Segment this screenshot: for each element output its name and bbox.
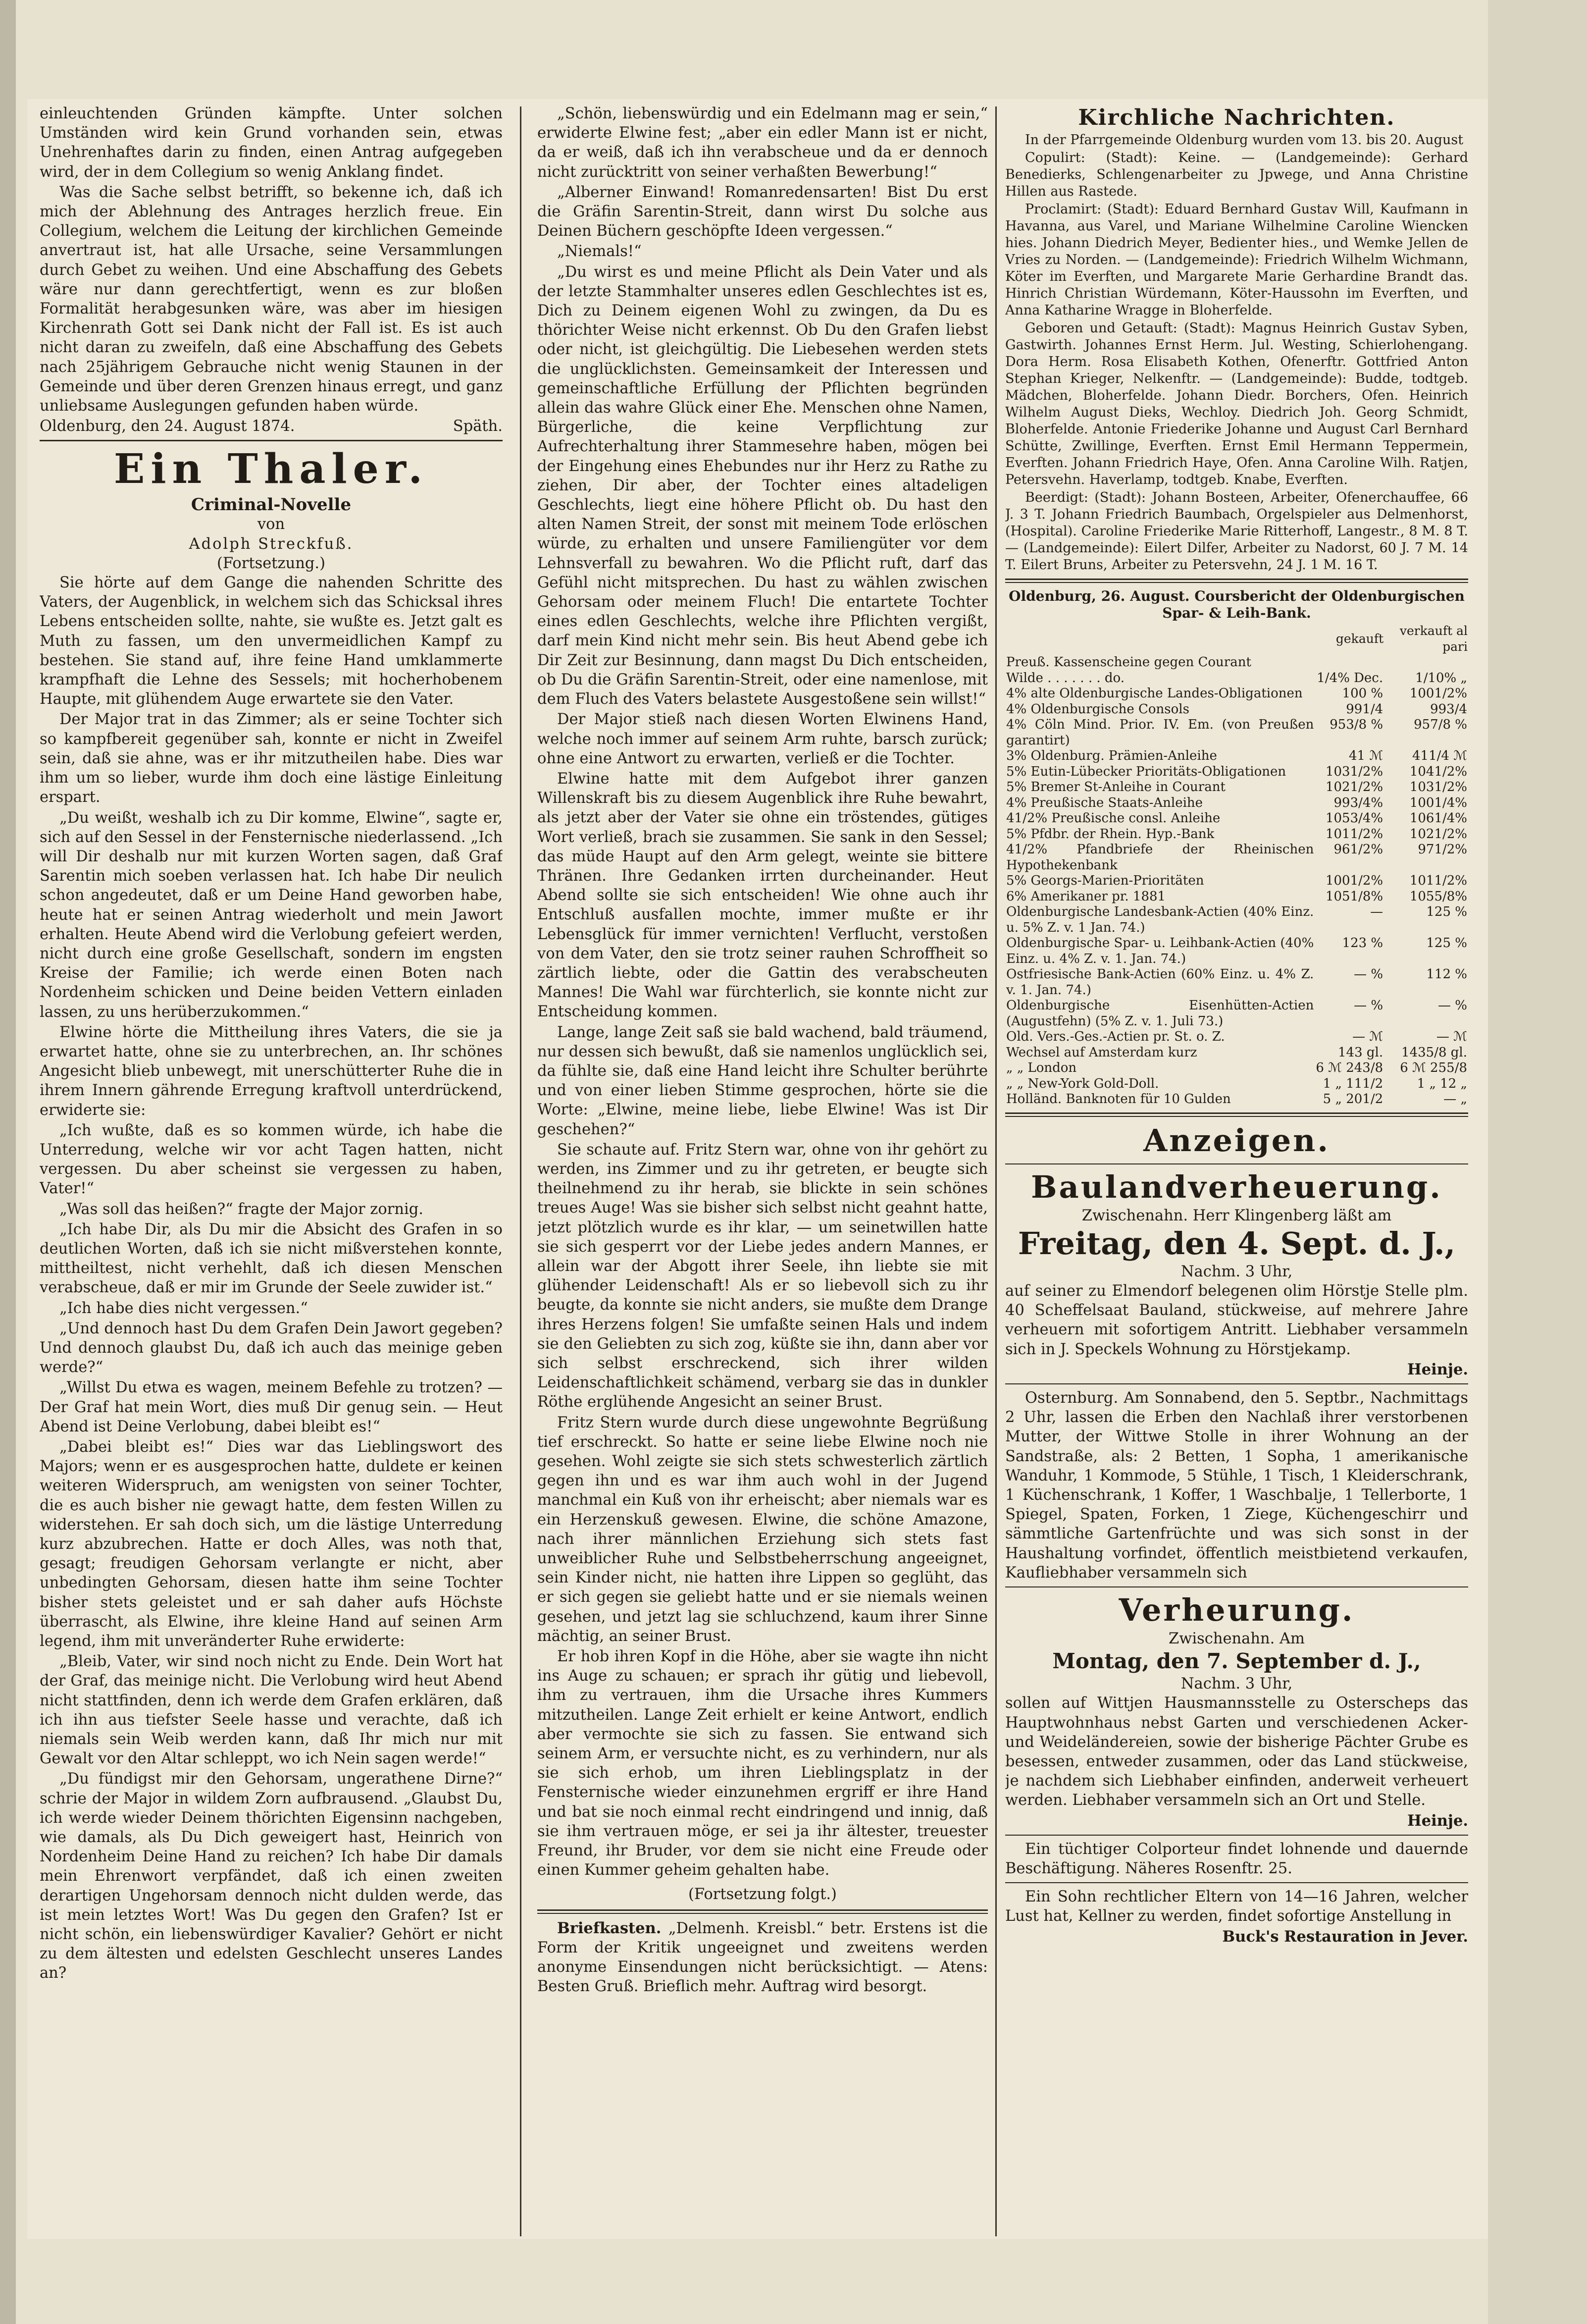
- price-bought: 123 %: [1342, 936, 1383, 951]
- price-sold: 1061/4%: [1409, 811, 1467, 826]
- story-paragraph: „Ich wußte, daß es so kommen würde, ich habe die Unterredung, welche wir vor acht Tagen hatten, nicht vergessen. Du aber scheinst sie vergessen zu haben, Vater!“: [40, 1121, 503, 1198]
- price-bought: 953/8 %: [1330, 717, 1383, 732]
- price-bought: — %: [1354, 967, 1383, 982]
- price-sold: 1021/2%: [1409, 826, 1467, 842]
- story-paragraph: Lange, lange Zeit saß sie bald wachend, bald träumend, nur dessen sich bewußt, daß sie namenlos unglücklich sei, da fühlte sie, daß eine Hand leicht ihre Schulter berührte und von einer lieben Stimme gesprochen, hörte sie die Worte: „Elwine, meine liebe, liebe Elwine! Was ist Dir geschehen?“: [537, 1023, 988, 1138]
- table-row: [1005, 967, 1468, 998]
- story-paragraph: Sie hörte auf dem Gange die nahenden Schritte des Vaters, der Augenblick, in welchem sich das Schicksal ihres Lebens entscheiden sollte, nahte, sie wußte es. Jetzt galt es Muth zu fassen, um den unvermeidlichen Kampf zu bestehen. Sie stand auf, ihre feine Hand umklammerte krampfhaft die Lehne des Sessels; mit hocherhobenem Haupte, mit glühendem Auge erwartete sie den Vater.: [40, 574, 503, 708]
- price-bought: 6 ℳ 243/8: [1316, 1060, 1383, 1075]
- price-bought: 961/2%: [1333, 842, 1383, 857]
- price-bought: 1053/4%: [1325, 811, 1383, 826]
- table-row: [1005, 780, 1468, 795]
- story-paragraph: „Schön, liebenswürdig und ein Edelmann mag er sein,“ erwiderte Elwine fest; „aber ein edler Mann ist er nicht, da er weiß, daß ich ihn verabscheue und da er dennoch nicht zurücktritt von seiner verhaßten Bewerbung!“: [537, 105, 988, 181]
- price-bought: 143 gl.: [1338, 1045, 1383, 1060]
- security-name: Oldenburgische Spar- u. Leihbank-Actien (40% Einz. u. 4% Z. v. 1. Jan. 74.): [1006, 936, 1314, 966]
- price-sold: — ℳ: [1436, 1029, 1467, 1044]
- price-bought: — %: [1354, 998, 1383, 1013]
- ad-date: Freitag, den 4. Sept. d. J.,: [1018, 1225, 1456, 1262]
- briefkasten-label: Briefkasten.: [557, 1919, 662, 1937]
- column-3: [1005, 104, 1468, 2229]
- table-row: [1005, 1060, 1468, 1076]
- story-paragraph: Der Major stieß nach diesen Worten Elwinens Hand, welche noch immer auf seinem Arm ruhte, barsch zurück; ohne eine Antwort zu erwarten, verließ er die Tochter.: [537, 711, 988, 767]
- church-intro: In der Pfarrgemeinde Oldenburg wurden vom 13. bis 20. August: [1025, 132, 1464, 148]
- story-paragraph: Elwine hatte mit dem Aufgebot ihrer ganzen Willenskraft bis zu diesem Augenblick ihre Ruhe bewahrt, als jetzt aber der Vater sie ohne ein tröstendes, gütiges Wort verließ, brach sie zusammen. Sie sank in den Sessel; das müde Haupt auf den Arm gelegt, weinte sie bittere Thränen. Ihre Gedanken irrten durcheinander. Heut Abend sollte sie sich entscheiden! Wie ohne auch ihr Entschluß ausfallen mochte, immer mußte er ihr Lebensglück für immer vernichten! Verflucht, verstoßen von dem Vater, den sie trotz seiner rauhen Schroffheit so zärtlich liebte, oder die Gattin des verabscheuten Mannes! Die Wahl war fürchterlich, sie konnte nicht zur Entscheidung kommen.: [537, 770, 988, 1021]
- story-paragraph: Elwine hörte die Mittheilung ihres Vaters, die sie ja erwartet hatte, ohne sie zu unterbrechen, an. Ihr schönes Angesicht blieb unbewegt, mit unerschütterter Ruhe die in ihrem Innern gährende Erregung kraftvoll unterdrückend, erwiderte sie:: [40, 1023, 503, 1119]
- security-name: 41/2% Preußische consl. Anleihe: [1006, 811, 1221, 826]
- story-paragraph: „Und dennoch hast Du dem Grafen Dein Jawort gegeben? Und dennoch glaubst Du, daß ich auch das meinige geben werde?“: [40, 1320, 503, 1376]
- security-name: Oldenburgische Landesbank-Actien (40% Einz. u. 5% Z. v. 1 Jan. 74.): [1006, 904, 1314, 935]
- price-bought: — ℳ: [1352, 1029, 1383, 1044]
- price-sold: 125 %: [1426, 904, 1467, 919]
- price-sold: 112 %: [1426, 967, 1467, 982]
- divider: [1005, 579, 1468, 583]
- story-paragraph: „Du wirst es und meine Pflicht als Dein Vater und als der letzte Stammhalter unseres edlen Geschlechtes ist es, Dich zu Deinem eigenen Wohl zu zwingen, da Du es thörichter Weise nicht erkennst. Ob Du den Grafen liebst oder nicht, ist gleichgültig. Die Liebesehen werden stets die unglücklichsten. Gemeinsamkeit der Interessen und gemeinschaftliche Erfüllung der Pflichten begründen allein das wahre Glück einer Ehe. Menschen ohne Namen, Bürgerliche, die keine Verpflichtung zur Aufrechterhaltung ihrer Stammesehre haben, mögen bei der Eingehung eines Ehebundes nur ihr Herz zu Rathe zu ziehen, Dir aber, der Tochter eines altadeligen Geschlechts, liegt eine höhere Pflicht ob. Du hast den alten Namen Streit, der sonst mit meinem Tode erlöschen würde, zu erhalten und unsere Familiengüter vor dem Lehnsverfall zu bewahren. Wo die Pflicht ruft, darf das Gefühl nicht mitsprechen. Du hast zu wählen zwischen Gehorsam oder meinem Fluch! Die entartete Tochter eines edlen Geschlechts, welche ihre Pflichten vergißt, darf mein Kind nicht mehr sein. Bis heut Abend gebe ich Dir Zeit zur Besinnung, dann magst Du Dich entscheiden, ob Du die Gräfin Sarentin-Streit, oder eine namenlose, mit dem Fluch des Vaters belastete Ausgestoßene sein willst!“: [537, 263, 988, 708]
- scan-edge-right: [1488, 0, 1587, 2324]
- ad-time: Nachm. 3 Uhr,: [1180, 1263, 1293, 1280]
- intro-paragraph: Was die Sache selbst betrifft, so bekenne ich, daß ich mich der Ablehnung des Antrages herzlich freue. Ein Collegium, welchem die Leitung der kirchlichen Gemeinde anvertraut ist, hat alle Ursache, seine Versammlungen durch Gebet zu weihen. Und eine Abschaffung des Gebets wäre nur dann gerechtfertigt, wenn es zur bloßen Formalität herabgesunken wäre, was aber im hiesigen Kirchenrath Gott sei Dank nicht der Fall ist. Es ist auch nicht daran zu zweifeln, daß eine Abschaffung des Gebets nach 25jährigem Gebrauche nicht wenig Staunen in der Gemeinde und über deren Grenzen hinaus erregt, und ganz unliebsame Auslegungen gefunden haben würde.: [40, 183, 503, 415]
- security-name: 4% Cöln Mind. Prior. IV. Em. (von Preußen garantirt): [1006, 717, 1314, 748]
- table-row: [1005, 1029, 1468, 1045]
- price-sold: 1031/2%: [1409, 780, 1467, 794]
- story-paragraph: „Niemals!“: [557, 243, 642, 261]
- story-paragraph: „Was soll das heißen?“ fragte der Major zornig.: [59, 1200, 423, 1218]
- table-row: [1005, 702, 1468, 718]
- security-name: Old. Vers.-Ges.-Actien pr. St. o. Z.: [1006, 1029, 1225, 1044]
- signature: Späth.: [453, 418, 503, 435]
- column-rule-2: [995, 106, 997, 2236]
- story-paragraph: Fritz Stern wurde durch diese ungewohnte Begrüßung tief erschreckt. So hatte er seine liebe Elwine noch nie gesehen. Wohl zeigte sie sich stets schwesterlich zärtlich gegen ihn und es war ihm auch wohl in der Jugend manchmal ein Kuß von ihr erheischt; aber niemals war es ein Herzenskuß gewesen. Elwine, die schöne Amazone, nach ihrer männlichen Erziehung sich stets fast unweiblicher Ruhe und Selbstbeherrschung angeeignet, sein Kinder nicht, nie hatten ihre Lippen so geglüht, das er sich gegen sie geliebt hatte und er sie niemals weinen gesehen, und jetzt lag sie schluchzend, kaum ihrer Sinne mächtig, an seiner Brust.: [537, 1414, 988, 1645]
- price-sold: 1/10% „: [1415, 670, 1467, 686]
- ad-date: Montag, den 7. September d. J.,: [1052, 1649, 1421, 1674]
- table-row: [1005, 842, 1468, 873]
- briefkasten: [537, 1919, 988, 1997]
- security-name: 5% Georgs-Marien-Prioritäten: [1006, 873, 1204, 888]
- security-name: Wilde . . . . . . . do.: [1006, 670, 1125, 686]
- novel-genre: Criminal-Novelle: [191, 495, 352, 515]
- table-row: [1005, 1092, 1468, 1108]
- divider: [537, 1909, 988, 1914]
- price-bought: 993/4%: [1333, 795, 1383, 810]
- ad-text: sollen auf Wittjen Hausmannsstelle zu Osterscheps das Hauptwohnhaus nebst Garten und verschiedenen Acker- und Weideländereien, sowie der bisherige Pächter Grube es besessen, entweder zusammen, oder das Land stückweise, je nachdem sich Liebhaber einfinden, anderweit verheuert werden. Liebhaber versammeln sich an Ort und Stelle.: [1005, 1694, 1468, 1809]
- divider: [1005, 1586, 1468, 1587]
- ad-signature: Buck's Restauration in Jever.: [1222, 1927, 1468, 1946]
- ad-signature: Heinje.: [1407, 1811, 1468, 1830]
- story-paragraph: „Du weißt, weshalb ich zu Dir komme, Elwine“, sagte er, sich auf den Sessel in der Fensternische niederlassend. „Ich will Dir deshalb nur mit kurzen Worten sagen, daß Graf Sarentin mich soeben verlassen hat. Ich habe Dir neulich schon angedeutet, daß er um Deine Hand geworben habe, heute hat er seinen Antrag wiederholt und mein Jawort erhalten. Heute Abend wird die Verlobung gefeiert werden, nicht durch eine große Gesellschaft, sondern im engsten Kreise der Familie; ich werde einen Boten nach Nordenheim schicken und Deine beiden Vettern einladen lassen, zu uns herüberzukommen.“: [40, 809, 503, 1021]
- story-paragraph: „Alberner Einwand! Romanredensarten! Bist Du erst die Gräfin Sarentin-Streit, dann wirst Du solche aus Deinen Büchern geschöpfte Ideen vergessen.“: [537, 183, 988, 240]
- price-bought: —: [1370, 904, 1383, 919]
- story-paragraph: „Du fündigst mir den Gehorsam, ungerathene Dirne?“ schrie der Major in wildem Zorn aufbrausend. „Glaubst Du, ich werde wieder Deinem thörichten Eigensinn nachgeben, wie damals, als Du Dich geweigert hast, Heinrich von Nordenheim Deine Hand zu reichen? Ich habe Dir damals mein Ehrenwort verpfändet, daß ich einen zweiten derartigen Ungehorsam dennoch nicht dulden werde, das ist mein letztes Wort! Was Du gegen den Grafen? Ist er nicht schön, ein liebenswürdiger Kavalier? Gehört er nicht zu dem ältesten und edelsten Geschlecht unseres Landes an?: [40, 1770, 503, 1982]
- price-sold: 1011/2%: [1409, 873, 1467, 888]
- exchange-rate-table: [1005, 623, 1468, 1108]
- story-continuation: (Fortsetzung folgt.): [688, 1886, 837, 1903]
- price-bought: 1 „ 111/2: [1323, 1076, 1383, 1091]
- ad-text: Zwischenahn. Am: [1169, 1630, 1305, 1647]
- dateline: Oldenburg, den 24. August 1874.: [40, 418, 295, 435]
- intro-paragraph: einleuchtenden Gründen kämpfte. Unter solchen Umständen wird kein Grund vorhanden sein, etwas Unehrenhaftes darin zu finden, einen Antrag aufgegeben wird, der in dem Collegium so wenig Anklang findet.: [40, 105, 503, 181]
- ad-text: Zwischenahn. Herr Klingenberg läßt am: [1081, 1207, 1392, 1224]
- table-row: [1005, 827, 1468, 843]
- ad-heading: Verheurung.: [1119, 1591, 1355, 1628]
- table-row: [1005, 795, 1468, 811]
- price-sold: — %: [1438, 998, 1467, 1013]
- divider: [40, 440, 503, 441]
- novel-continuation: (Fortsetzung.): [216, 554, 326, 572]
- story-paragraph: Der Major trat in das Zimmer; als er seine Tochter sich so kampfbereit gegenüber sah, konnte er nicht in Zweifel sein, daß sie ahne, was er ihr mitzutheilen habe. Dies war ihm um so lieber, wurde ihm doch eine lästige Einleitung erspart.: [40, 711, 503, 806]
- church-entry: Proclamirt: (Stadt): Eduard Bernhard Gustav Will, Kaufmann in Havanna, aus Varel, und Mariane Wilhelmine Caroline Wiencken hies. Johann Diedrich Meyer, Bedienter hies., und Wemke Jellen de Vries zu Norden. — (Landgemeinde): Friedrich Wilhelm Wichmann, Köter im Everften, und Margarete Marie Gerhardine Brandt das. Hinrich Christian Würdemann, Köter-Haussohn im Everften, und Anna Katharine Wragge in Bloherfelde.: [1005, 202, 1468, 318]
- price-sold: 971/2%: [1418, 842, 1467, 857]
- divider: [1005, 1112, 1468, 1117]
- table-row: [1005, 655, 1468, 671]
- story-paragraph: Er hob ihren Kopf in die Höhe, aber sie wagte ihn nicht ins Auge zu schauen; er sprach ihr gütig und liebevoll, ihm zu vertrauen, ihm die Ursache ihres Kummers mitzutheilen. Lange Zeit erhielt er keine Antwort, endlich aber vermochte sie sich zu fassen. Sie entwand sich seinem Arm, er versuchte nicht, es zu verhindern, nur als sie sich erhob, um ihren Lieblingsplatz in der Fensternische wieder einzunehmen ergriff er ihre Hand und bat sie noch einmal recht eindringend und innig, daß sie ihm vertrauen möge, er sei ja ihr ältester, treuester Freund, ihr Bruder, vor dem sie nicht eine Freude oder einen Kummer geheim gehalten habe.: [537, 1648, 988, 1879]
- price-sold: 1435/8 gl.: [1401, 1045, 1467, 1060]
- column-header-bought: gekauft: [1335, 631, 1384, 646]
- church-news-heading: Kirchliche Nachrichten.: [1078, 105, 1395, 130]
- story-paragraph: „Dabei bleibt es!“ Dies war das Lieblingswort des Majors; wenn er es ausgesprochen hatte, duldete er keinen weiteren Widerspruch, am wenigsten von seiner Tochter, die es auch bisher nie gewagt hatte, dem festen Willen zu widerstehen. Er sah doch sich, um die lästige Unterredung kurz abzubrechen. Hatte er doch Alles, was noth that, gesagt; freudigen Gehorsam verlangte er nicht, aber unbedingten Gehorsam, diesen hatte ihm seine Tochter bisher stets geleistet und er sah daher aufs Höchste überrascht, als Elwine, ihre kleine Hand auf seinen Arm legend, ihm mit unveränderter Ruhe erwiderte:: [40, 1438, 503, 1650]
- price-sold: [1384, 655, 1468, 671]
- price-bought: 991/4: [1346, 701, 1383, 717]
- price-bought: 100 %: [1342, 686, 1383, 701]
- ad-text: Ein Sohn rechtlicher Eltern von 14—16 Jahren, welcher Lust hat, Kellner zu werden, findet sofortige Anstellung in: [1005, 1888, 1468, 1925]
- column-2: [537, 104, 988, 2229]
- security-name: 3% Oldenburg. Prämien-Anleihe: [1006, 748, 1217, 763]
- price-bought: 1021/2%: [1325, 780, 1383, 794]
- table-row: [1005, 764, 1468, 780]
- divider: [1005, 1383, 1468, 1384]
- story-paragraph: „Willst Du etwa es wagen, meinem Befehle zu trotzen? — Der Graf hat mein Wort, dies muß Dir genug sein. — Heut Abend ist Deine Verlobung, dabei bleibt es!“: [40, 1379, 503, 1435]
- divider: [1005, 1882, 1468, 1883]
- divider: [1005, 1835, 1468, 1836]
- table-row: [1005, 998, 1468, 1029]
- column-header-sold: verkauft al pari: [1399, 624, 1468, 654]
- table-row: [1005, 1076, 1468, 1092]
- ad-text: auf seiner zu Elmendorf belegenen olim Hörstje Stelle plm. 40 Scheffelsaat Bauland, stückweise, auf mehrere Jahre verheuern mit sofortigem Antritt. Liebhaber versammeln sich in J. Speckels Wohnung zu Hörstjekamp.: [1005, 1282, 1468, 1358]
- price-bought: 1/4% Dec.: [1317, 670, 1383, 686]
- security-name: 5% Eutin-Lübecker Prioritäts-Obligationen: [1006, 764, 1286, 779]
- security-name: 5% Pfdbr. der Rhein. Hyp.-Bank: [1006, 826, 1215, 842]
- security-name: Preuß. Kassenscheine gegen Courant: [1006, 655, 1251, 670]
- price-bought: 41 ℳ: [1348, 748, 1383, 763]
- story-paragraph: „Bleib, Vater, wir sind noch nicht zu Ende. Dein Wort hat der Graf, das meinige nicht. Die Verlobung wird heut Abend nicht stattfinden, denn ich werde dem Grafen erklären, daß ich ihn aus tiefster Seele hasse und verachte, daß ich niemals sein Weib werden kann, daß Ihr mich nur mit Gewalt vor den Altar schleppt, wo ich Nein sagen werde!“: [40, 1653, 503, 1768]
- security-name: 4% Preußische Staats-Anleihe: [1006, 795, 1203, 810]
- security-name: „ „ New-York Gold-Doll.: [1006, 1076, 1159, 1091]
- price-sold: 411/4 ℳ: [1412, 748, 1467, 763]
- security-name: Holländ. Banknoten für 10 Gulden: [1006, 1092, 1231, 1107]
- church-entry: Geboren und Getauft: (Stadt): Magnus Heinrich Gustav Syben, Gastwirth. Johannes Ernst Herm. Jul. Westing, Schierlohengang. Dora Herm. Rosa Elisabeth Kothen, Ofenerftr. Gottfried Anton Stephan Krieger, Nelkenftr. — (Landgemeinde): Budde, todtgeb. Mädchen, Bloherfelde. Johann Diedr. Borchers, Ofen. Heinrich Wilhelm August Dieks, Wechloy. Diedrich Joh. Georg Schmidt, Bloherfelde. Antonie Friederike Johanne und August Carl Bernhard Schütte, Zwillinge, Everften. Ernst Emil Hermann Teppermein, Everften. Johann Friedrich Haye, Ofen. Anna Caroline Wilh. Ratjen, Petersvehn. Haverlamp, todtgeb. Knabe, Everften.: [1005, 320, 1468, 487]
- security-name: 4% Oldenburgische Consols: [1006, 701, 1189, 717]
- ad-text: Ein tüchtiger Colporteur findet lohnende und dauernde Beschäftigung. Näheres Rosenftr. 25.: [1005, 1840, 1468, 1877]
- security-name: Wechsel auf Amsterdam kurz: [1006, 1045, 1197, 1060]
- security-name: „ „ London: [1006, 1060, 1077, 1075]
- price-bought: 5 „ 201/2: [1323, 1092, 1383, 1107]
- story-paragraph: „Ich habe dies nicht vergessen.“: [59, 1299, 308, 1317]
- column-rule-1: [520, 106, 521, 2236]
- price-sold: 125 %: [1426, 936, 1467, 951]
- ads-heading: Anzeigen.: [1143, 1122, 1330, 1159]
- scan-edge-left: [0, 0, 16, 2324]
- price-sold: 6 ℳ 255/8: [1400, 1060, 1467, 1075]
- novel-title: Ein Thaler.: [113, 445, 429, 493]
- story-paragraph: Sie schaute auf. Fritz Stern war, ohne von ihr gehört zu werden, ins Zimmer und zu ihr getreten, er beugte sich theilnehmend zu ihr herab, sie blickte in sein schönes treues Auge! Was sie bisher sich selbst nicht geahnt hatte, jetzt plötzlich wurde es ihr klar, — um seinetwillen hatte sie sich gesperrt vor der Liebe jedes andern Mannes, er allein war der Abgott ihrer Seele, ihn liebte sie mit glühender Leidenschaft! Als er so liebevoll sich zu ihr beugte, da konnte sie nicht anders, sie mußte dem Drange ihres Herzens folgen! Sie umfaßte seinen Hals und indem sie den Geliebten zu sich zog, küßte sie ihn, dann aber vor sich selbst erschreckend, sich ihrer wilden Leidenschaftlichkeit schämend, verbarg sie das in dunkler Röthe erglühende Angesicht an seiner Brust.: [537, 1141, 988, 1411]
- dateline-row: [40, 417, 503, 436]
- table-row: [1005, 873, 1468, 889]
- price-sold: 993/4: [1430, 701, 1467, 717]
- security-name: 6% Amerikaner pr. 1881: [1006, 889, 1166, 904]
- price-bought: 1031/2%: [1325, 764, 1383, 779]
- briefkasten-text: „Delmenh. Kreisbl.“ betr. Erstens ist die Form der Kritik ungeeignet und zweitens werden anonyme Einsendungen nicht berücksichtigt. — Atens: Besten Gruß. Brieflich mehr. Auftrag wird besorgt.: [537, 1919, 988, 1996]
- table-header-row: [1005, 623, 1468, 655]
- novel-von: von: [257, 516, 285, 533]
- church-entry: Copulirt: (Stadt): Keine. — (Landgemeinde): Gerhard Benedierks, Schlengenarbeiter zu Jpwege, und Anna Christine Hillen aus Rastede.: [1005, 150, 1468, 199]
- table-row: [1005, 748, 1468, 764]
- table-row: [1005, 1045, 1468, 1061]
- security-name: 5% Bremer St-Anleihe in Courant: [1006, 780, 1226, 794]
- story-paragraph: „Ich habe Dir, als Du mir die Absicht des Grafen in so deutlichen Worten, daß ich sie nicht mißverstehen konnte, mittheiltest, nicht verhehlt, daß ich diesen Menschen verabscheue, daß er mir im Grunde der Seele zuwider ist.“: [40, 1220, 503, 1297]
- divider: [1005, 1163, 1468, 1164]
- table-row: [1005, 717, 1468, 748]
- table-row: [1005, 904, 1468, 936]
- ad-text: Osternburg. Am Sonnabend, den 5. Septbr., Nachmittags 2 Uhr, lassen die Erben den Nachlaß ihrer verstorbenen Mutter, der Wittwe Stolle in ihrer Wohnung an der Sandstraße, als: 2 Betten, 1 Sopha, 1 amerikanische Wanduhr, 1 Kommode, 5 Stühle, 1 Tisch, 1 Kleiderschrank, 1 Küchenschrank, 1 Koffer, 1 Waschbalje, 1 Tellerborte, 1 Spiegel, Spaten, Forken, 1 Ziege, Küchengeschirr und sämmtliche Gartenfrüchte und was sich sonst in der Haushaltung vorfindet, öffentlich meistbietend verkaufen, Kaufliebhaber versammeln sich: [1005, 1389, 1468, 1582]
- security-name: 41/2% Pfandbriefe der Rheinischen Hypothekenbank: [1006, 842, 1314, 873]
- price-sold: 1001/2%: [1409, 686, 1467, 701]
- ad-time: Nachm. 3 Uhr,: [1180, 1675, 1293, 1693]
- price-bought: 1011/2%: [1325, 826, 1383, 842]
- table-row: [1005, 811, 1468, 827]
- price-sold: 957/8 %: [1414, 717, 1467, 732]
- price-sold: 1 „ 12 „: [1417, 1076, 1467, 1091]
- price-sold: 1001/4%: [1409, 795, 1467, 810]
- exchange-report-title: Oldenburg, 26. August. Coursbericht der Oldenburgischen Spar- & Leih-Bank.: [1009, 588, 1465, 621]
- price-bought: 1051/8%: [1325, 889, 1383, 904]
- price-sold: 1055/8%: [1409, 889, 1467, 904]
- price-bought: [1315, 655, 1384, 671]
- price-sold: 1041/2%: [1409, 764, 1467, 779]
- table-row: [1005, 671, 1468, 687]
- column-1: [40, 104, 503, 2229]
- novel-author: Adolph Streckfuß.: [189, 535, 354, 553]
- church-entry: Beerdigt: (Stadt): Johann Bosteen, Arbeiter, Ofenerchauffee, 66 J. 3 T. Johann Friedrich Baumbach, Orgelspieler aus Delmenhorst, (Hospital). Caroline Friederike Marie Ritterhoff, Langestr., 8 M. 8 T. — (Landgemeinde): Eilert Dilfer, Arbeiter zu Nadorst, 60 J. 7 M. 14 T. Eilert Bruns, Arbeiter zu Petersvehn, 24 J. 1 M. 16 T.: [1005, 490, 1468, 573]
- table-row: [1005, 936, 1468, 967]
- security-name: Oldenburgische Eisenhütten-Actien (Augustfehn) (5% Z. v. 1. Juli 73.): [1006, 998, 1314, 1029]
- price-bought: 1001/2%: [1325, 873, 1383, 888]
- ad-signature: Heinje.: [1407, 1360, 1468, 1378]
- ad-heading: Baulandverheuerung.: [1031, 1168, 1442, 1205]
- price-sold: — „: [1443, 1092, 1467, 1107]
- table-row: [1005, 889, 1468, 905]
- security-name: Ostfriesische Bank-Actien (60% Einz. u. 4% Z. v. 1. Jan. 74.): [1006, 967, 1314, 998]
- table-row: [1005, 686, 1468, 702]
- security-name: 4% alte Oldenburgische Landes-Obligationen: [1006, 686, 1303, 701]
